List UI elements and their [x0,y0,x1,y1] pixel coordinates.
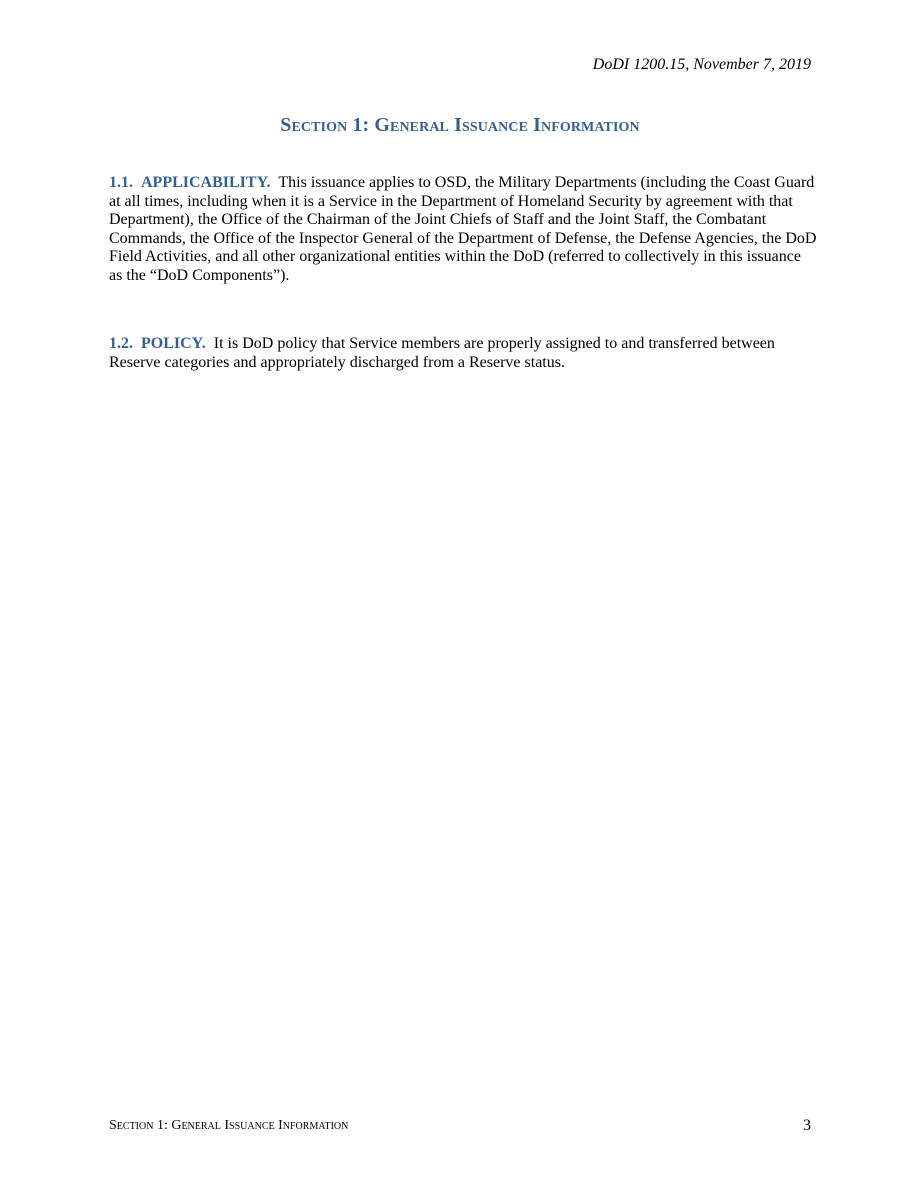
paragraph-body: It is DoD policy that Service members are properly assigned to and transferred between Reserve categories and appropriately discharged from a Reserve status. [109,335,775,371]
running-footer: Section 1: General Issuance Information [109,1118,349,1133]
paragraph-heading: APPLICABILITY. [141,174,271,191]
paragraph-number: 1.2. [109,335,133,352]
paragraph-heading: POLICY. [141,335,206,352]
page-number: 3 [803,1117,811,1134]
section-title: Section 1: General Issuance Information [280,114,640,136]
paragraph-number: 1.1. [109,174,133,191]
paragraph-body: This issuance applies to OSD, the Military Departments (including the Coast Guard at all times, including when it is a Service in the Department of Homeland Security by agreement with that Department), the Office of the Chairman of the Joint Chiefs of Staff and the Joint Staff, the Combatant Commands, the Office of the Inspector General of the Department of Defense, the Defense Agencies, the DoD Field Activities, and all other organizational entities within the DoD (referred to collectively in this issuance as the “DoD Components”). [109,174,817,284]
paragraph-applicability [109,174,817,286]
paragraph-policy [109,335,817,372]
running-header: DoDI 1200.15, November 7, 2019 [592,56,811,73]
